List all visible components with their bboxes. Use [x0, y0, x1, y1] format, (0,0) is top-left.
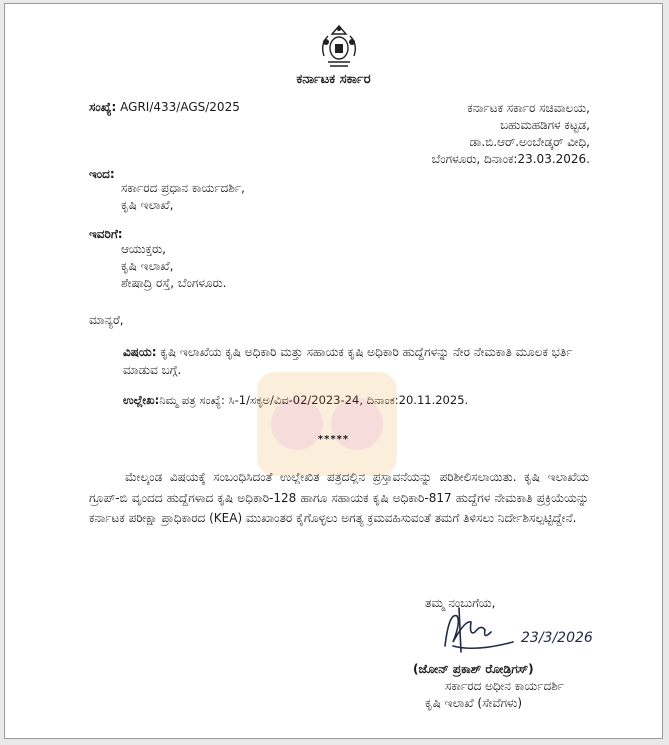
- signatory-department: ಕೃಷಿ ಇಲಾಖೆ (ಸೇವೆಗಳು): [425, 696, 523, 710]
- closing-phrase: ತಮ್ಮ ನಂಬುಗೆಯ,: [425, 596, 496, 610]
- address-line: ಕರ್ನಾಟಕ ಸರ್ಕಾರ ಸಚಿವಾಲಯ,: [467, 101, 590, 115]
- from-label: ಇಂದ:: [89, 167, 115, 181]
- from-line: ಸರ್ಕಾರದ ಪ್ರಧಾನ ಕಾರ್ಯದರ್ಶಿ,: [121, 181, 245, 195]
- reference-line: [123, 393, 468, 408]
- address-date-line: ಬೆಂಗಳೂರು, ದಿನಾಂಕ:23.03.2026.: [431, 152, 590, 166]
- publisher-watermark-logo: [237, 364, 417, 484]
- from-line: ಕೃಷಿ ಇಲಾಖೆ,: [121, 198, 174, 212]
- subject: [123, 343, 593, 379]
- salutation: ಮಾನ್ಯರೆ,: [89, 313, 124, 327]
- reference-number: [89, 100, 240, 115]
- to-line: ಆಯುಕ್ತರು,: [121, 242, 166, 256]
- handwritten-signature: [435, 602, 605, 660]
- separator-stars: *****: [317, 434, 350, 445]
- letter-body-text: ಮೇಲ್ಕಂಡ ವಿಷಯಕ್ಕೆ ಸಂಬಂಧಿಸಿದಂತೆ ಉಲ್ಲೇಖಿತ ಪತ್ರದಲ್ಲಿನ ಪ್ರಸ್ತಾವನೆಯನ್ನು ಪರಿಶೀಲಿಸಲಾಯಿತು. ಕೃಷಿ ಇಲಾಖೆಯ ಗ್ರೂಪ್-ಬಿ ವೃಂದದ ಹುದ್ದೆಗಳಾದ ಕೃಷಿ ಅಧಿಕಾರಿ-128 ಹಾಗೂ ಸಹಾಯಕ ಕೃಷಿ ಅಧಿಕಾರಿ-817 ಹುದ್ದೆಗಳ ನೇಮಕಾತಿ ಪ್ರಕ್ರಿಯೆಯನ್ನು ಕರ್ನಾಟಕ ಪರೀಕ್ಷಾ ಪ್ರಾಧಿಕಾರದ (KEA) ಮುಖಾಂತರ ಕೈಗೊಳ್ಳಲು ಅಗತ್ಯ ಕ್ರಮವಹಿಸುವಂತೆ ತಮಗೆ ತಿಳಿಸಲು ನಿರ್ದೇಶಿಸಲ್ಪಟ್ಟಿದ್ದೇನೆ.: [89, 470, 589, 525]
- reference-number-label: ಸಂಖ್ಯೆ:: [89, 100, 117, 114]
- signature-date: 23/3/2026: [521, 630, 593, 646]
- from-address: [121, 180, 245, 214]
- address-line: ಬಹುಮಹಡಿಗಳ ಕಟ್ಟಡ,: [500, 118, 590, 132]
- to-address: [121, 241, 227, 292]
- letter-body: [89, 467, 589, 529]
- office-address: [432, 100, 590, 168]
- subject-text: ಕೃಷಿ ಇಲಾಖೆಯ ಕೃಷಿ ಅಧಿಕಾರಿ ಮತ್ತು ಸಹಾಯಕ ಕೃಷಿ ಅಧಿಕಾರಿ ಹುದ್ದೆಗಳನ್ನು ನೇರ ನೇಮಕಾತಿ ಮೂಲಕ ಭರ್ತಿ ಮಾಡುವ ಬಗ್ಗೆ.: [123, 345, 573, 377]
- state-emblem-icon: [314, 20, 364, 70]
- to-line: ಕೃಷಿ ಇಲಾಖೆ,: [121, 259, 174, 273]
- to-line: ಶೇಷಾದ್ರಿ ರಸ್ತೆ, ಬೆಂಗಳೂರು.: [121, 276, 227, 290]
- subject-label: ವಿಷಯ:: [123, 345, 157, 359]
- letter-page: [4, 3, 663, 739]
- reference-label: ಉಲ್ಲೇಖ:: [123, 393, 160, 407]
- signatory-name: (ಜೋನ್ ಪ್ರಕಾಶ್ ರೋಡ್ರಿಗಸ್): [413, 662, 534, 676]
- signatory-designation: ಸರ್ಕಾರದ ಅಧೀನ ಕಾರ್ಯದರ್ಶಿ: [445, 679, 564, 693]
- to-label: ಇವರಿಗೆ:: [89, 227, 123, 241]
- address-line: ಡಾ.ಬಿ.ಆರ್.ಅಂಬೇಡ್ಕರ್ ವೀಧಿ,: [469, 135, 590, 149]
- government-title: ಕರ್ನಾಟಕ ಸರ್ಕಾರ: [296, 72, 371, 87]
- reference-number-value: AGRI/433/AGS/2025: [116, 100, 240, 114]
- reference-text: ನಿಮ್ಮ ಪತ್ರ ಸಂಖ್ಯೆ: ಸಿ-1/ಸಕೃಅ/ವಿವ-02/2023-24, ದಿನಾಂಕ:20.11.2025.: [159, 393, 469, 407]
